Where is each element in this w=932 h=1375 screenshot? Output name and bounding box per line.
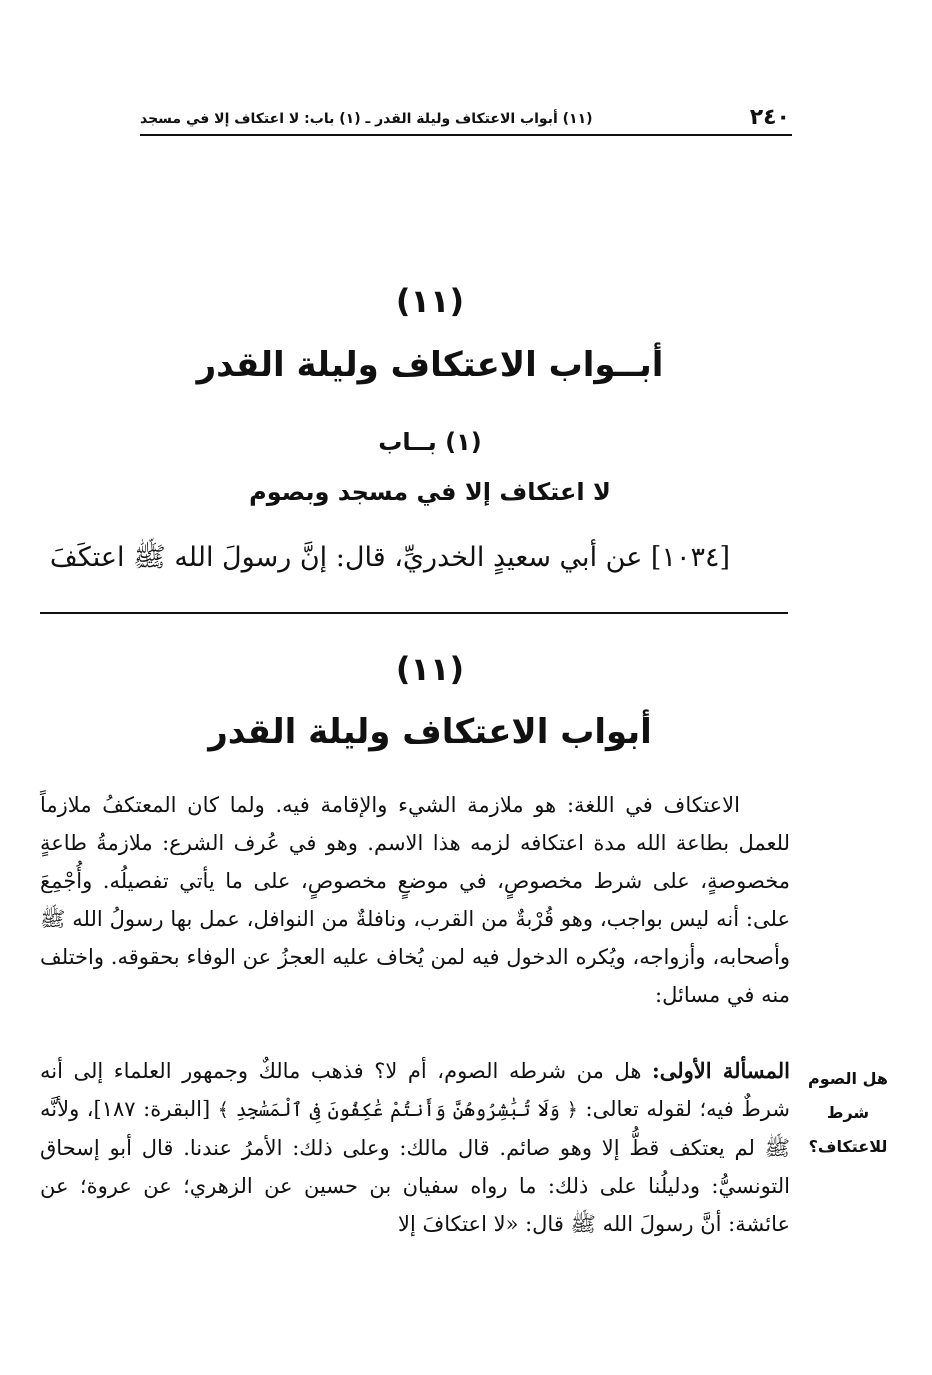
sharh-section-number: (١١): [395, 650, 465, 688]
matn-section-title: أبــواب الاعتكاف وليلة القدر: [196, 345, 664, 385]
paragraph-text-b: [البقرة: ١٨٧]، ولأنَّه ﷺ لم يعتكف قطُّ إلا وهو صائم. قال مالك: وعلى ذلك: الأمرُ عندنا. قال أبو إسحاق التونسيُّ: ودليلُنا على ذلك: ما رواه سفيان بن حسين عن الزهري؛ عن عروة؛ عن عائشة: أنَّ رسولَ الله ﷺ قال: «لا اعتكافَ إلا: [40, 1097, 790, 1236]
chapter-label: (١) بــاب: [378, 428, 482, 456]
paragraph-text: الاعتكاف في اللغة: هو ملازمة الشيء والإقامة فيه. ولما كان المعتكفُ ملازماً للعمل بطاعة الله مدة اعتكافه لزمه هذا الاسم. وهو في عُرف الشرع: ملازمةُ طاعةٍ مخصوصةٍ، على شرط مخصوصٍ، في موضعٍ مخصوصٍ، على ما يأتي تفصيلُه. وأُجْمِعَ على: أنه ليس بواجب، وهو قُرْبةٌ من القرب، ونافلةٌ من النوافل، عمل بها رسولُ الله ﷺ وأصحابه، وأزواجه، ويُكره الدخول فيه لمن يُخاف عليه العجزُ عن الوفاء بحقوقه. واختلف منه في مسائل:: [40, 793, 790, 1007]
running-title: (١١) أبواب الاعتكاف وليلة القدر ـ (١) باب: لا اعتكاف إلا في مسجد: [140, 111, 593, 127]
commentary-paragraph-1: [40, 786, 790, 1014]
matn-section-number: (١١): [395, 282, 465, 320]
quran-verse: ﴿ وَلَا تُبَٰشِرُوهُنَّ وَأَنتُمْ عَٰكِفُونَ فِى ٱلْمَسَٰجِدِ ﴾: [217, 1099, 578, 1121]
paragraph-text-a: هل من شرطه الصوم، أم لا؟ فذهب مالكٌ وجمهور العلماء إلى أنه شرطٌ فيه؛ لقوله تعالى:: [40, 1059, 790, 1121]
matn-sharh-divider: [40, 612, 788, 614]
issue-heading: المسألة الأولى:: [652, 1058, 790, 1083]
chapter-title: لا اعتكاف إلا في مسجد وبصوم: [249, 478, 611, 506]
sharh-section-title: أبواب الاعتكاف وليلة القدر: [208, 712, 652, 752]
margin-note: هل الصوم شرط للاعتكاف؟: [808, 1069, 888, 1156]
header-rule: [140, 134, 792, 136]
page-header: [140, 98, 790, 132]
page-number: ٢٤٠: [749, 105, 790, 130]
hadith-text: [١٠٣٤] عن أبي سعيدٍ الخدريِّ، قال: إنَّ رسولَ الله ﷺ اعتكَفَ: [49, 542, 730, 573]
commentary-paragraph-2: [40, 1052, 790, 1243]
